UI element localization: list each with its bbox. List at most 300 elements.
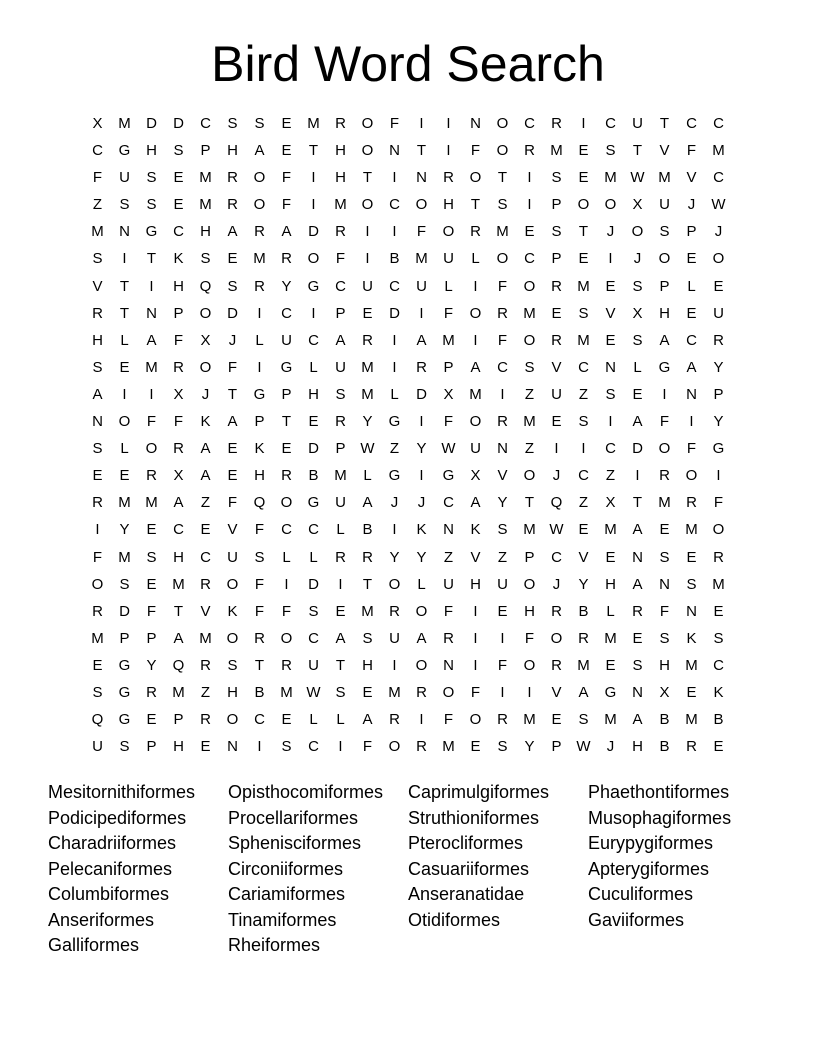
grid-row: [84, 277, 732, 304]
grid-cell: P: [200, 142, 211, 160]
grid-cell: K: [254, 440, 265, 458]
grid-cell: T: [659, 115, 670, 132]
grid-row: [84, 412, 732, 439]
grid-cell: E: [578, 169, 589, 187]
grid-cell: V: [605, 304, 616, 322]
word-item: Sphenisciformes: [228, 833, 362, 853]
grid-cell: R: [281, 467, 292, 485]
grid-cell: V: [686, 169, 697, 187]
grid-cell: G: [118, 656, 131, 674]
grid-cell: U: [92, 738, 103, 756]
grid-cell: R: [416, 738, 427, 756]
grid-cell: E: [686, 250, 697, 268]
grid-cell: M: [199, 196, 212, 214]
grid-cell: X: [443, 385, 454, 403]
grid-cell: S: [92, 250, 103, 268]
grid-cell: I: [500, 629, 505, 647]
grid-cell: E: [578, 250, 589, 268]
grid-cell: C: [605, 440, 616, 458]
grid-row: [84, 168, 732, 195]
grid-cell: H: [200, 223, 211, 241]
grid-cell: S: [713, 629, 724, 647]
grid-cell: M: [658, 494, 671, 512]
grid-cell: I: [392, 521, 397, 539]
word-item: Cariamiformes: [228, 884, 346, 904]
grid-cell: K: [227, 602, 238, 620]
grid-cell: S: [227, 115, 238, 132]
grid-cell: D: [416, 385, 427, 403]
grid-cell: A: [578, 683, 589, 701]
grid-cell: O: [631, 223, 644, 241]
grid-cell: E: [281, 142, 292, 160]
grid-cell: I: [311, 304, 316, 322]
grid-cell: S: [578, 304, 589, 322]
grid-cell: S: [659, 629, 670, 647]
grid-cell: F: [281, 602, 292, 620]
grid-cell: C: [713, 169, 724, 187]
grid-cell: D: [227, 304, 238, 322]
grid-cell: C: [92, 142, 103, 160]
grid-cell: Z: [200, 683, 211, 701]
grid-cell: D: [389, 304, 400, 322]
grid-cell: F: [470, 683, 481, 701]
grid-cell: H: [146, 142, 157, 160]
grid-cell: X: [632, 304, 643, 322]
grid-cell: O: [415, 196, 428, 214]
grid-cell: G: [658, 358, 671, 376]
grid-cell: L: [120, 331, 129, 349]
grid-cell: C: [443, 494, 454, 512]
grid-cell: O: [199, 358, 212, 376]
grid-cell: P: [173, 304, 184, 322]
grid-cell: J: [552, 467, 561, 485]
grid-row: [84, 195, 732, 222]
grid-cell: X: [92, 115, 103, 132]
grid-cell: U: [308, 656, 319, 674]
grid-cell: R: [335, 548, 346, 566]
grid-cell: U: [497, 575, 508, 593]
word-item: Struthioniformes: [408, 807, 540, 828]
grid-cell: R: [551, 656, 562, 674]
grid-cell: S: [254, 548, 265, 566]
grid-cell: P: [173, 711, 184, 729]
grid-cell: I: [716, 467, 721, 485]
grid-cell: F: [497, 656, 508, 674]
grid-cell: L: [255, 331, 264, 349]
grid-cell: V: [578, 548, 589, 566]
grid-cell: I: [473, 331, 478, 349]
grid-cell: E: [227, 440, 238, 458]
grid-cell: H: [254, 467, 265, 485]
grid-cell: E: [524, 223, 535, 241]
grid-cell: A: [92, 385, 103, 403]
grid-cell: R: [497, 711, 508, 729]
grid-cell: I: [122, 250, 127, 268]
grid-cell: Q: [172, 656, 185, 674]
grid-cell: I: [581, 440, 586, 458]
grid-cell: E: [497, 602, 508, 620]
grid-cell: R: [146, 467, 157, 485]
grid-cell: M: [577, 331, 590, 349]
grid-cell: I: [392, 331, 397, 349]
grid-cell: S: [551, 223, 562, 241]
grid-cell: M: [523, 711, 536, 729]
grid-cell: M: [577, 277, 590, 295]
grid-cell: I: [554, 440, 559, 458]
grid-cell: V: [227, 521, 238, 539]
grid-cell: S: [659, 223, 670, 241]
grid-cell: X: [173, 467, 184, 485]
grid-cell: A: [200, 467, 211, 485]
grid-cell: R: [551, 602, 562, 620]
grid-cell: C: [578, 358, 589, 376]
grid-cell: L: [309, 548, 318, 566]
word-item: Anseranatidae: [408, 884, 525, 904]
grid-cell: H: [659, 656, 670, 674]
grid-cell: S: [227, 656, 238, 674]
grid-cell: E: [119, 467, 130, 485]
grid-cell: A: [470, 358, 481, 376]
grid-cell: M: [145, 358, 158, 376]
grid-row: [84, 520, 732, 547]
grid-cell: B: [659, 711, 670, 729]
grid-cell: O: [469, 711, 482, 729]
grid-cell: S: [524, 358, 535, 376]
grid-cell: U: [443, 575, 454, 593]
grid-cell: I: [473, 277, 478, 295]
grid-cell: O: [658, 250, 671, 268]
grid-cell: F: [362, 738, 373, 756]
grid-cell: S: [119, 738, 130, 756]
grid-cell: C: [335, 277, 346, 295]
grid-cell: O: [145, 440, 158, 458]
grid-cell: M: [361, 358, 374, 376]
grid-cell: O: [658, 440, 671, 458]
grid-cell: A: [335, 629, 346, 647]
word-list: [48, 780, 768, 959]
word-item: Galliformes: [48, 935, 140, 955]
grid-cell: P: [281, 385, 292, 403]
grid-cell: F: [659, 602, 670, 620]
grid-cell: P: [443, 358, 454, 376]
grid-cell: S: [119, 196, 130, 214]
grid-cell: G: [145, 223, 158, 241]
grid-cell: O: [523, 575, 536, 593]
grid-cell: M: [388, 683, 401, 701]
grid-cell: C: [713, 656, 724, 674]
grid-cell: L: [309, 711, 318, 729]
grid-cell: E: [173, 169, 184, 187]
grid-cell: S: [200, 250, 211, 268]
grid-cell: R: [497, 304, 508, 322]
grid-cell: R: [416, 358, 427, 376]
grid-cell: S: [92, 683, 103, 701]
grid-cell: P: [146, 629, 157, 647]
grid-cell: L: [471, 250, 480, 268]
grid-cell: M: [523, 304, 536, 322]
grid-cell: E: [605, 331, 616, 349]
grid-cell: I: [257, 304, 262, 322]
grid-cell: U: [281, 331, 292, 349]
grid-cell: T: [119, 277, 130, 295]
grid-cell: R: [713, 548, 724, 566]
grid-cell: T: [632, 142, 643, 160]
grid-cell: B: [254, 683, 265, 701]
grid-cell: R: [173, 440, 184, 458]
grid-cell: E: [686, 304, 697, 322]
grid-cell: O: [388, 738, 401, 756]
grid-cell: X: [173, 385, 184, 403]
grid-cell: F: [281, 169, 292, 187]
word-column: [48, 780, 228, 959]
grid-cell: R: [173, 358, 184, 376]
grid-cell: I: [365, 250, 370, 268]
grid-cell: Y: [281, 277, 292, 295]
grid-cell: M: [199, 169, 212, 187]
grid-cell: R: [362, 548, 373, 566]
grid-cell: O: [442, 223, 455, 241]
word-item: Pelecaniformes: [48, 858, 173, 879]
grid-cell: E: [551, 413, 562, 431]
grid-cell: T: [362, 575, 373, 593]
grid-cell: L: [390, 385, 399, 403]
grid-cell: L: [444, 277, 453, 295]
grid-cell: C: [308, 521, 319, 539]
grid-cell: Z: [389, 440, 400, 458]
grid-cell: E: [686, 683, 697, 701]
grid-cell: M: [307, 115, 320, 132]
grid-cell: F: [497, 331, 508, 349]
grid-cell: U: [362, 277, 373, 295]
word-item: Phaethontiformes: [588, 782, 730, 802]
grid-cell: O: [253, 196, 266, 214]
grid-cell: I: [473, 602, 478, 620]
grid-cell: M: [334, 196, 347, 214]
grid-cell: I: [338, 738, 343, 756]
grid-cell: E: [551, 304, 562, 322]
grid-cell: D: [146, 115, 157, 132]
grid-cell: R: [551, 277, 562, 295]
grid-cell: T: [227, 385, 238, 403]
grid-cell: R: [254, 223, 265, 241]
grid-cell: I: [284, 575, 289, 593]
grid-cell: E: [119, 358, 130, 376]
grid-cell: F: [227, 358, 238, 376]
grid-cell: A: [227, 223, 238, 241]
grid-cell: U: [335, 494, 346, 512]
grid-cell: N: [416, 169, 427, 187]
grid-cell: T: [308, 142, 319, 160]
grid-cell: E: [632, 385, 643, 403]
grid-cell: S: [146, 169, 157, 187]
grid-cell: J: [201, 385, 210, 403]
grid-cell: I: [392, 656, 397, 674]
grid-cell: U: [443, 250, 454, 268]
grid-cell: T: [470, 196, 481, 214]
grid-cell: S: [632, 331, 643, 349]
grid-cell: J: [417, 494, 426, 512]
grid-cell: C: [497, 358, 508, 376]
grid-cell: E: [632, 629, 643, 647]
grid-cell: I: [662, 385, 667, 403]
grid-cell: F: [524, 629, 535, 647]
grid-cell: R: [200, 575, 211, 593]
grid-cell: J: [687, 196, 696, 214]
grid-cell: C: [389, 196, 400, 214]
grid-cell: J: [714, 223, 723, 241]
grid-cell: M: [172, 683, 185, 701]
grid-cell: I: [500, 683, 505, 701]
word-item: Caprimulgiformes: [408, 782, 550, 802]
grid-cell: H: [605, 575, 616, 593]
grid-cell: E: [92, 656, 103, 674]
grid-row: [84, 222, 732, 249]
grid-cell: E: [362, 304, 373, 322]
grid-cell: R: [227, 169, 238, 187]
grid-cell: Y: [119, 521, 130, 539]
grid-cell: S: [686, 575, 697, 593]
grid-cell: L: [282, 548, 291, 566]
grid-cell: F: [686, 142, 697, 160]
grid-cell: C: [173, 521, 184, 539]
grid-cell: Y: [146, 656, 157, 674]
grid-cell: C: [308, 629, 319, 647]
grid-cell: O: [496, 142, 509, 160]
grid-cell: O: [523, 656, 536, 674]
letter-grid: [84, 114, 732, 764]
grid-cell: O: [361, 142, 374, 160]
grid-cell: O: [253, 169, 266, 187]
grid-cell: Y: [578, 575, 589, 593]
grid-cell: R: [524, 142, 535, 160]
word-column: [228, 780, 408, 959]
grid-cell: X: [605, 494, 616, 512]
grid-cell: Z: [497, 548, 508, 566]
grid-cell: L: [687, 277, 696, 295]
grid-cell: Q: [199, 277, 212, 295]
grid-cell: E: [227, 467, 238, 485]
grid-cell: P: [335, 304, 346, 322]
grid-cell: R: [443, 629, 454, 647]
grid-cell: L: [363, 467, 372, 485]
grid-cell: S: [146, 196, 157, 214]
grid-cell: R: [92, 602, 103, 620]
grid-cell: T: [497, 169, 508, 187]
word-item: Tinamiformes: [228, 909, 337, 930]
grid-cell: G: [253, 385, 266, 403]
grid-cell: M: [604, 629, 617, 647]
grid-cell: M: [91, 223, 104, 241]
grid-cell: F: [92, 169, 103, 187]
grid-cell: H: [227, 683, 238, 701]
word-item: Opisthocomiformes: [228, 782, 384, 802]
grid-cell: Z: [443, 548, 454, 566]
grid-cell: I: [419, 115, 424, 132]
grid-cell: F: [497, 277, 508, 295]
grid-cell: N: [119, 223, 130, 241]
grid-cell: E: [605, 277, 616, 295]
grid-cell: C: [578, 467, 589, 485]
grid-cell: X: [200, 331, 211, 349]
grid-cell: I: [257, 358, 262, 376]
grid-cell: N: [605, 358, 616, 376]
grid-cell: R: [686, 738, 697, 756]
grid-cell: O: [226, 575, 239, 593]
grid-cell: O: [469, 304, 482, 322]
grid-cell: A: [173, 494, 184, 512]
grid-cell: L: [309, 358, 318, 376]
grid-cell: V: [497, 467, 508, 485]
grid-cell: E: [200, 521, 211, 539]
grid-cell: F: [686, 440, 697, 458]
grid-cell: S: [497, 738, 508, 756]
grid-cell: M: [334, 467, 347, 485]
grid-cell: D: [308, 440, 319, 458]
grid-cell: R: [227, 196, 238, 214]
grid-cell: L: [633, 358, 642, 376]
grid-cell: F: [443, 602, 454, 620]
grid-cell: O: [496, 250, 509, 268]
grid-cell: Y: [416, 548, 427, 566]
grid-cell: I: [365, 223, 370, 241]
grid-cell: S: [578, 711, 589, 729]
grid-cell: E: [686, 548, 697, 566]
grid-cell: J: [606, 223, 615, 241]
grid-cell: M: [550, 142, 563, 160]
grid-cell: F: [92, 548, 103, 566]
grid-cell: S: [254, 115, 265, 132]
grid-cell: Q: [91, 711, 104, 729]
grid-cell: H: [524, 602, 535, 620]
grid-cell: H: [173, 738, 184, 756]
grid-cell: M: [604, 169, 617, 187]
grid-cell: A: [686, 358, 697, 376]
grid-cell: T: [362, 169, 373, 187]
grid-cell: I: [311, 169, 316, 187]
grid-cell: J: [390, 494, 399, 512]
grid-cell: V: [659, 142, 670, 160]
grid-cell: R: [389, 711, 400, 729]
grid-cell: S: [173, 142, 184, 160]
grid-cell: S: [497, 521, 508, 539]
grid-cell: U: [659, 196, 670, 214]
word-item: Casuariiformes: [408, 858, 530, 879]
grid-cell: O: [712, 521, 725, 539]
grid-cell: D: [308, 575, 319, 593]
grid-cell: K: [200, 413, 211, 431]
grid-cell: R: [578, 629, 589, 647]
grid-cell: V: [551, 358, 562, 376]
grid-cell: R: [335, 413, 346, 431]
grid-cell: M: [172, 575, 185, 593]
word-item: Charadriiformes: [48, 833, 177, 853]
grid-cell: I: [338, 575, 343, 593]
grid-cell: O: [280, 629, 293, 647]
word-item: Gaviiformes: [588, 909, 685, 930]
grid-cell: H: [335, 142, 346, 160]
grid-cell: F: [470, 142, 481, 160]
grid-cell: F: [173, 331, 184, 349]
grid-cell: A: [335, 331, 346, 349]
grid-cell: R: [281, 656, 292, 674]
grid-cell: I: [149, 277, 154, 295]
grid-cell: P: [254, 413, 265, 431]
grid-cell: L: [606, 602, 615, 620]
grid-cell: J: [633, 250, 642, 268]
grid-cell: R: [659, 467, 670, 485]
grid-cell: F: [173, 413, 184, 431]
grid-cell: F: [254, 602, 265, 620]
